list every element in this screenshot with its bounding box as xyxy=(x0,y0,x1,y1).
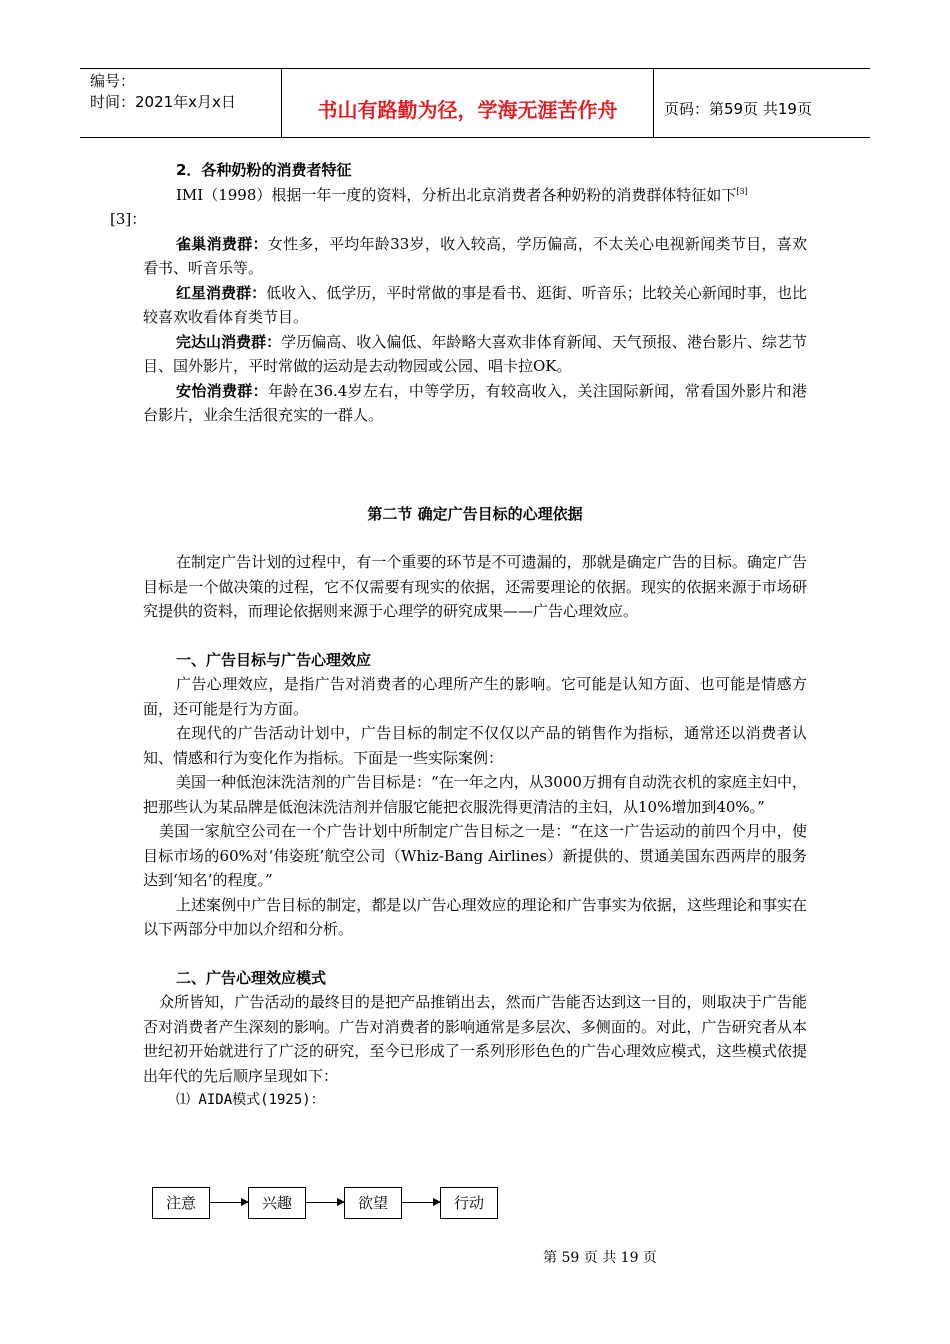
flow-step-action: 行动 xyxy=(440,1187,498,1219)
arrow-icon xyxy=(402,1202,440,1203)
arrow-icon xyxy=(210,1202,248,1203)
header-time-label: 时间：2021年x月x日 xyxy=(90,93,236,111)
paragraph: IMI（1998）根据一年一度的资料，分析出北京消费者各种奶粉的消费群体特征如下[3] [3]： xyxy=(110,185,748,228)
citation: [3] xyxy=(736,186,748,196)
header-table xyxy=(80,68,870,138)
arrow-icon xyxy=(306,1202,344,1203)
header-motto: 书山有路勤为径，学海无涯苦作舟 xyxy=(282,69,654,137)
header-page-label: 页码：第59页 共19页 xyxy=(664,99,812,118)
paragraph: 广告心理效应，是指广告对消费者的心理所产生的影响。它可能是认知方面、也可能是情感方面，还可能是行为方面。 xyxy=(143,675,807,718)
part-heading: 二、广告心理效应模式 xyxy=(176,968,327,987)
document-body xyxy=(110,158,807,1113)
aida-flowchart xyxy=(152,1187,512,1219)
flow-step-attention: 注意 xyxy=(152,1187,210,1219)
flow-step-interest: 兴趣 xyxy=(248,1187,306,1219)
header-info-cell xyxy=(80,69,282,137)
paragraph: 在制定广告计划的过程中，有一个重要的环节是不可遗漏的，那就是确定广告的目标。确定广告目标是一个做决策的过程，它不仅需要有现实的依据，还需要理论的依据。现实的依据来源于市场研究提供的资料，而理论依据则来源于心理学的研究成果——广告心理效应。 xyxy=(143,553,807,620)
paragraph: 美国一种低泡沫洗洁剂的广告目标是：“在一年之内，从3000万拥有自动洗衣机的家庭主妇中，把那些认为某品牌是低泡沫洗洁剂并信服它能把衣服洗得更清洁的主妇，从10%增加到40%。” xyxy=(143,773,807,816)
page-footer: 第 59 页 共 19 页 xyxy=(543,1250,657,1266)
paragraph: 上述案例中广告目标的制定，都是以广告心理效应的理论和广告事实为依据，这些理论和事实在以下两部分中加以介绍和分析。 xyxy=(143,895,807,938)
section-title: 第二节 确定广告目标的心理依据 xyxy=(367,504,583,523)
paragraph: 在现代的广告活动计划中，广告目标的制定不仅仅以产品的销售作为指标，通常还以消费者认知、情感和行为变化作为指标。下面是一些实际案例： xyxy=(143,724,807,767)
flow-step-desire: 欲望 xyxy=(344,1187,402,1219)
section-heading: 2．各种奶粉的消费者特征 xyxy=(176,161,352,179)
model-label: ⑴ AIDA模式(1925)： xyxy=(176,1092,325,1108)
part-heading: 一、广告目标与广告心理效应 xyxy=(176,650,372,669)
consumer-group-anyi: 安怡消费群：年龄在36.4岁左右，中等学历，有较高收入，关注国际新闻，常看国外影片和港台影片，业余生活很充实的一群人。 xyxy=(143,381,807,424)
paragraph: 美国一家航空公司在一个广告计划中所制定广告目标之一是：“在这一广告运动的前四个月中，使目标市场的60%对‘伟姿班’航空公司（Whiz-Bang Airlines）新提供的、贯通美国东西两岸的服务达到‘知名’的程度。” xyxy=(143,822,807,889)
consumer-group-nestle: 雀巢消费群：女性多，平均年龄33岁，收入较高，学历偏高，不太关心电视新闻类节目，喜欢看书、听音乐等。 xyxy=(143,234,807,277)
header-number-label: 编号： xyxy=(90,72,136,90)
consumer-group-hongxing: 红星消费群：低收入、低学历，平时常做的事是看书、逛街、听音乐；比较关心新闻时事，也比较喜欢收看体育类节目。 xyxy=(143,283,807,326)
consumer-group-wandashan: 完达山消费群：学历偏高、收入偏低、年龄略大喜欢非体育新闻、天气预报、港台影片、综艺节目、国外影片，平时常做的运动是去动物园或公园、唱卡拉OK。 xyxy=(143,332,807,375)
paragraph: 众所皆知，广告活动的最终目的是把产品推销出去，然而广告能否达到这一目的，则取决于广告能否对消费者产生深刻的影响。广告对消费者的影响通常是多层次、多侧面的。对此，广告研究者从本世纪初开始就进行了广泛的研究，至今已形成了一系列形形色色的广告心理效应模式，这些模式依提出年代的先后顺序呈现如下： xyxy=(143,993,807,1085)
